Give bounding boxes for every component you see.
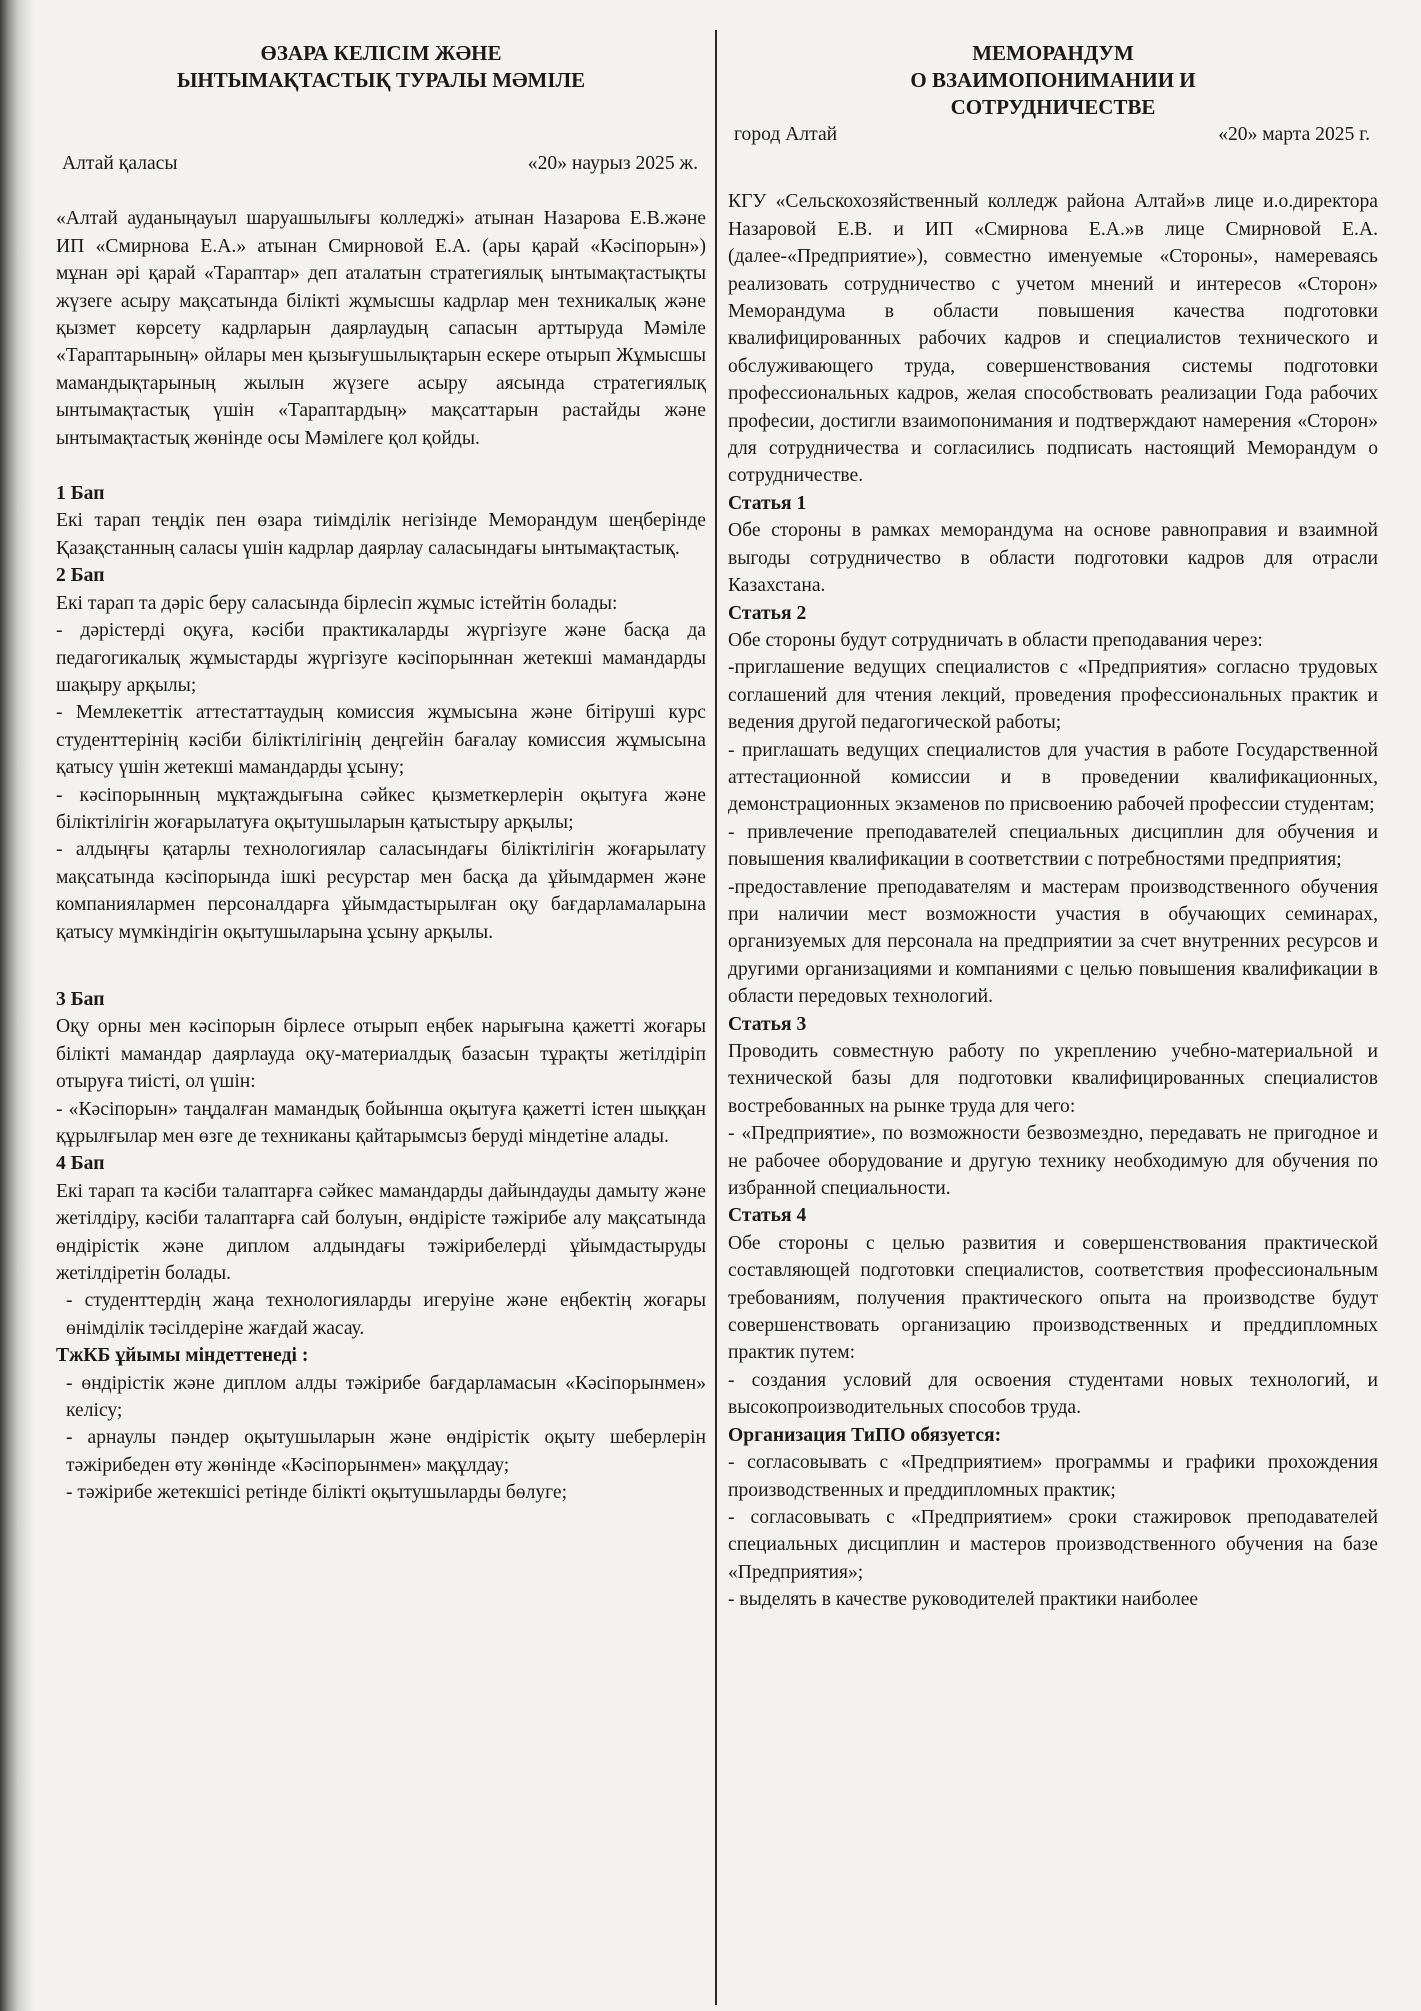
russian-title-line1: МЕМОРАНДУМ bbox=[972, 41, 1134, 65]
kazakh-organization-item: - тәжірибе жетекшісі ретінде білікті оқытушыларды бөлуге; bbox=[66, 1482, 568, 1504]
kazakh-article-3-text: Оқу орны мен кәсіпорын бірлесе отырып еңбек нарығына қажетті жоғары білікті мамандар даярлауда оқу-материалдық базасын тұрақты жетілдіріп отыруға тиісті, ол үшін: bbox=[56, 1016, 706, 1093]
kazakh-article-2-text: Екі тарап та дәріс беру саласында бірлесіп жұмыс істейтін болады: bbox=[56, 592, 618, 614]
kazakh-article-3-heading: 3 Бап bbox=[56, 988, 105, 1010]
russian-article-2-item: -приглашение ведущих специалистов с «Предприятия» согласно трудовых соглашений для чтения лекций, проведения профессиональных практик и ведения другой педагогической работы; bbox=[728, 657, 1378, 734]
kazakh-title-line1: ӨЗАРА КЕЛІСІМ ЖӘНЕ bbox=[260, 41, 502, 65]
kazakh-article-2-item: - кәсіпорынның мұқтаждығына сәйкес қызметкерлерін оқытуға және біліктілігін жоғарылатуға оқытушыларын қатыстыру арқылы; bbox=[56, 784, 706, 833]
kazakh-title-line2: ЫНТЫМАҚТАСТЫҚ ТУРАЛЫ МӘМІЛЕ bbox=[176, 68, 586, 92]
russian-title-line3: СОТРУДНИЧЕСТВЕ bbox=[950, 95, 1156, 119]
kazakh-organization-item: - арнаулы пәндер оқытушыларын және өндірістік оқыту шеберлерін тәжірибеден өту жөнінде «Кәсіпорынмен» мақұлдау; bbox=[66, 1427, 706, 1476]
russian-intro: КГУ «Сельскохозяйственный колледж района Алтай»в лице и.о.директора Назаровой Е.В. и ИП «Смирнова Е.А.»в лице Смирновой Е.А. (далее-«Предприятие»), совместно именуемые «Стороны», намереваясь реализовать сотрудничество с учетом мнений и интересов «Сторон» Меморандума в области повышения качества подготовки квалифицированных рабочих кадров и специалистов технического и обслуживающего труда, совершенствования системы подготовки профессиональных кадров, желая способствовать реализации Года рабочих професии, достигли взаимопонимания и подтверждают намерения «Сторон» для сотрудничества и согласились подписать настоящий Меморандум о сотрудничестве. bbox=[728, 191, 1378, 487]
kazakh-article-2-item: - дәрістерді оқуға, кәсіби практикаларды жүргізуге және басқа да педагогикалық жұмыстарды жүргізуге кәсіпорыннан жетекші мамандарды шақыру арқылы; bbox=[56, 620, 706, 696]
column-divider bbox=[715, 30, 717, 2005]
russian-organization-item: - выделять в качестве руководителей практики наиболее bbox=[728, 1589, 1199, 1611]
russian-date: «20» марта 2025 г. bbox=[1218, 124, 1370, 145]
russian-title-line2: О ВЗАИМОПОНИМАНИИ И bbox=[910, 68, 1196, 92]
russian-article-4-item: - создания условий для освоения студентами новых технологий, и высокопроизводительных способов труда. bbox=[728, 1369, 1378, 1419]
russian-article-3-heading: Статья 3 bbox=[728, 1013, 807, 1035]
kazakh-title bbox=[56, 40, 706, 94]
kazakh-article-1-heading: 1 Бап bbox=[56, 483, 105, 505]
kazakh-article-4-heading: 4 Бап bbox=[56, 1153, 105, 1175]
russian-organization-item: - согласовывать с «Предприятием» программы и графики прохождения производственных и преддипломных практик; bbox=[728, 1452, 1378, 1501]
russian-article-1-text: Обе стороны в рамках меморандума на основе равноправия и взаимной выгоды сотрудничество в области подготовки кадров для отрасли Казахстана. bbox=[728, 520, 1378, 597]
kazakh-city: Алтай қаласы bbox=[62, 153, 178, 174]
russian-city: город Алтай bbox=[734, 124, 838, 145]
russian-article-2-item: -предоставление преподавателям и мастерам производственного обучения при наличии мест возможности участия в обучающих семинарах, организуемых для персонала на предприятии за счет внутренних ресурсов и другими организациями и компаниями с целью повышения квалификации в области передовых технологий. bbox=[728, 876, 1378, 1008]
kazakh-place-date bbox=[56, 150, 706, 177]
kazakh-article-1-text: Екі тарап теңдік пен өзара тиімділік негізінде Меморандум шеңберінде Қазақстанның саласы үшін кадрлар даярлау саласындағы ынтымақтастық. bbox=[56, 510, 706, 559]
kazakh-article-3-item: - «Кәсіпорын» таңдалған мамандық бойынша оқытуға қажетті істен шыққан құрылғылар мен өзге де техниканы қайтарымсыз беруді міндетіне алады. bbox=[56, 1098, 706, 1147]
document-page bbox=[56, 30, 1386, 2005]
russian-article-4-text: Обе стороны с целью развития и совершенствования практической составляющей подготовки специалистов, соответствия профессиональным требованиям, получения практического опыта на производстве будут совершенствовать организацию производственных и преддипломных практик путем: bbox=[728, 1232, 1378, 1364]
russian-title bbox=[728, 40, 1378, 121]
russian-article-2-item: - приглашать ведущих специалистов для участия в работе Государственной аттестационной комиссии и в проведении квалификационных, демонстрационных экзаменов по присвоению рабочей профессии студентам; bbox=[728, 739, 1378, 816]
kazakh-article-4-text: Екі тарап та кәсіби талаптарға сәйкес мамандарды дайындауды дамыту және жетілдіру, кәсіби талаптарға сай болуын, өндірісте тәжірибе алу мақсатында өндірістік және диплом алдындағы тәжірибелерді ұйымдастыруды жетілдіретін болады. bbox=[56, 1180, 706, 1285]
russian-article-2-text: Обе стороны будут сотрудничать в области преподавания через: bbox=[728, 629, 1263, 651]
russian-organization-heading: Организация ТиПО обязуется: bbox=[728, 1424, 1002, 1446]
kazakh-intro: «Алтай ауданыңауыл шаруашылығы колледжі» атынан Назарова Е.В.және ИП «Смирнова Е.А.» атынан Смирновой Е.А. (ары қарай «Кәсіпорын») мұнан әрі қарай «Тараптар» деп аталатын стратегиялық ынтымақтастықты жүзеге асыру мақсатында білікті жұмысшы кадрлар мен техникалық және қызмет көрсету кадрларын даярлаудың сапасын арттыруда Мәміле «Тараптарының» ойлары мен қызығушылықтарын ескере отырып Жұмысшы мамандықтарының жылын жүзеге асыру аясында стратегиялық ынтымақтастық үшін «Тараптардың» мақсаттарын растайды және ынтымақтастық жөнінде осы Мәмілеге қол қойды. bbox=[56, 208, 706, 449]
russian-article-2-heading: Статья 2 bbox=[728, 602, 807, 624]
russian-article-1-heading: Статья 1 bbox=[728, 492, 807, 514]
russian-article-4-heading: Статья 4 bbox=[728, 1205, 807, 1227]
russian-article-3-text: Проводить совместную работу по укреплению учебно-материальной и технической базы для подготовки квалифицированных специалистов востребованных на рынке труда для чего: bbox=[728, 1041, 1378, 1117]
russian-organization-item: - согласовывать с «Предприятием» сроки стажировок преподавателей специальных дисциплин и мастеров производственного обучения на базе «Предприятия»; bbox=[728, 1506, 1378, 1583]
kazakh-article-2-heading: 2 Бап bbox=[56, 565, 105, 587]
kazakh-date: «20» наурыз 2025 ж. bbox=[527, 153, 698, 174]
russian-article-2-item: - привлечение преподавателей специальных дисциплин для обучения и повышения квалификации в соответствии с потребностями предприятия; bbox=[728, 821, 1378, 871]
scan-edge-shadow bbox=[0, 0, 34, 2011]
kazakh-organization-item: - өндірістік және диплом алды тәжірибе бағдарламасын «Кәсіпорынмен» келісу; bbox=[66, 1372, 706, 1422]
kazakh-column bbox=[56, 30, 706, 2005]
kazakh-article-2-item: - Мемлекеттік аттестаттаудың комиссия жұмысына және бітіруші курс студенттерінің кәсіби біліктілігінің деңгейін бағалау комиссия жұмысына қатысу үшін жетекші мамандарды ұсыну; bbox=[56, 702, 706, 779]
russian-column bbox=[728, 30, 1378, 2005]
kazakh-article-4-item: - студенттердің жаңа технологияларды игеруіне және еңбектің жоғары өнімділік тәсілдеріне жағдай жасау. bbox=[66, 1290, 706, 1339]
russian-article-3-item: - «Предприятие», по возможности безвозмездно, передавать не пригодное и не рабочее оборудование и другую технику необходимую для обучения по избранной специальности. bbox=[728, 1123, 1378, 1200]
kazakh-article-2-item: - алдыңғы қатарлы технологиялар саласындағы біліктілігін жоғарылату мақсатында кәсіпорында ішкі ресурстар мен басқа да ұйымдармен және компаниялармен персоналдарға ұйымдастырылған оқу бағдарламаларына қатысу мүмкіндігін оқытушыларына ұсыну арқылы. bbox=[56, 839, 706, 943]
russian-place-date bbox=[728, 121, 1378, 148]
kazakh-organization-heading: ТжКБ ұйымы міндеттенеді : bbox=[56, 1345, 309, 1367]
